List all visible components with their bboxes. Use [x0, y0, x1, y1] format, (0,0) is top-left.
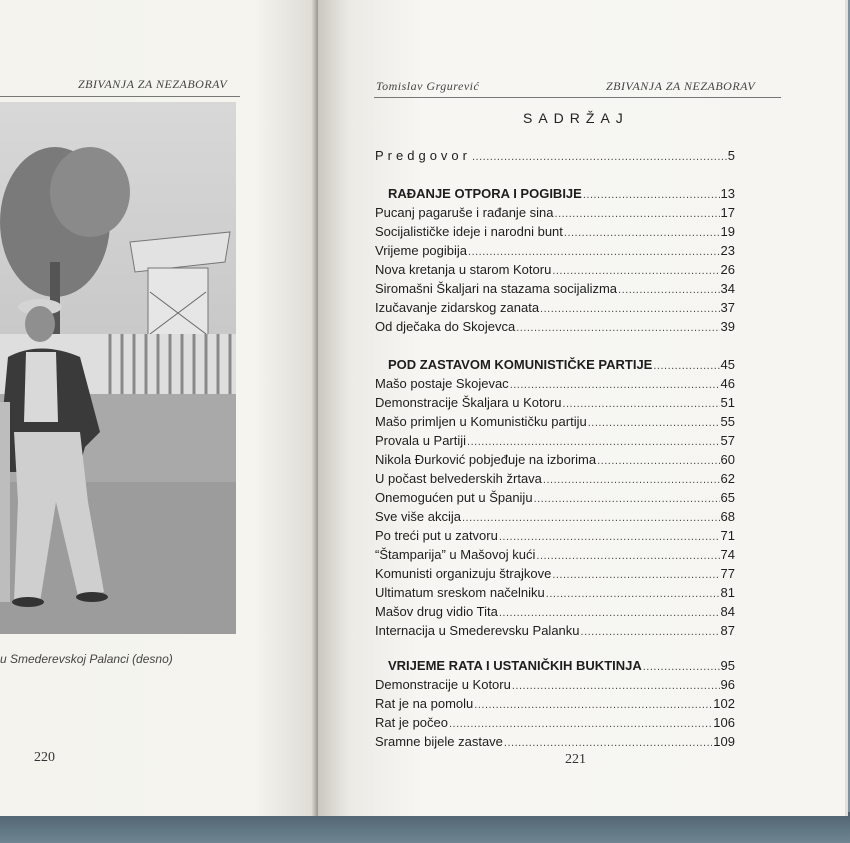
toc-entry-title: Sve više akcija	[375, 509, 461, 524]
toc-dot-leader	[510, 379, 720, 391]
toc-entry	[375, 205, 735, 223]
toc-entry	[375, 715, 735, 733]
toc-dot-leader	[583, 189, 720, 201]
toc-entry-page: 109	[713, 734, 735, 749]
toc-entry-page: 5	[727, 148, 735, 163]
toc-dot-leader	[499, 607, 720, 619]
photo-caption: u Smederevskoj Palanci (desno)	[0, 652, 173, 666]
toc-entry	[375, 677, 735, 695]
toc-entry-title: “Štamparija” u Mašovoj kući	[375, 547, 536, 562]
toc-entry-title: Rat je počeo	[375, 715, 448, 730]
toc-entry	[375, 148, 735, 166]
toc-entry-page: 17	[720, 205, 735, 220]
toc-dot-leader	[540, 303, 719, 315]
author-running-head: Tomislav Grgurević	[376, 79, 480, 93]
toc-section-entry	[375, 357, 735, 375]
toc-heading: SADRŽAJ	[523, 110, 629, 126]
right-running-head: ZBIVANJA ZA NEZABORAV	[606, 79, 756, 93]
toc-entry-title: Po treći put u zatvoru	[375, 528, 498, 543]
toc-entry-page: 62	[720, 471, 735, 486]
toc-entry-title: Demonstracije u Kotoru	[375, 677, 511, 692]
toc-entry	[375, 395, 735, 413]
toc-entry-page: 71	[720, 528, 735, 543]
toc-entry-page: 26	[720, 262, 735, 277]
toc-dot-leader	[555, 208, 720, 220]
toc-entry	[375, 509, 735, 527]
toc-entry-title: Rat je na pomolu	[375, 696, 474, 711]
toc-entry-page: 77	[720, 566, 735, 581]
toc-entry-title: Nikola Đurković pobjeđuje na izborima	[375, 452, 597, 467]
toc-entry	[375, 623, 735, 641]
toc-entry-title: Sramne bijele zastave	[375, 734, 503, 749]
toc-entry-page: 81	[720, 585, 735, 600]
toc-dot-leader	[534, 493, 720, 505]
toc-entry-title: Internacija u Smederevsku Palanku	[375, 623, 580, 638]
toc-entry-title: POD ZASTAVOM KOMUNISTIČKE PARTIJE	[388, 357, 653, 372]
toc-section-entry	[375, 186, 735, 204]
toc-dot-leader	[564, 227, 720, 239]
toc-entry-page: 13	[720, 186, 735, 201]
toc-entry	[375, 604, 735, 622]
toc-entry-page: 65	[720, 490, 735, 505]
toc-entry-page: 55	[720, 414, 735, 429]
toc-entry	[375, 528, 735, 546]
toc-section-entry	[375, 658, 735, 676]
toc-dot-leader	[562, 398, 719, 410]
toc-entry	[375, 376, 735, 394]
toc-entry	[375, 224, 735, 242]
toc-dot-leader	[546, 588, 720, 600]
toc-entry-title: Onemogućen put u Španiju	[375, 490, 533, 505]
toc-entry-title: Predgovor	[375, 148, 471, 163]
toc-dot-leader	[543, 474, 720, 486]
toc-entry-page: 37	[720, 300, 735, 315]
left-page-number: 220	[34, 750, 55, 765]
toc-entry-title: U počast belvederskih žrtava	[375, 471, 542, 486]
table-surface	[0, 812, 850, 843]
toc-entry-title: RAĐANJE OTPORA I POGIBIJE	[388, 186, 582, 201]
left-page	[0, 0, 318, 816]
toc-entry-title: Mašo postaje Skojevac	[375, 376, 509, 391]
toc-entry-page: 60	[720, 452, 735, 467]
toc-entry-title: VRIJEME RATA I USTANIČKIH BUKTINJA	[388, 658, 642, 673]
toc-dot-leader	[552, 265, 719, 277]
toc-dot-leader	[588, 417, 720, 429]
toc-dot-leader	[653, 360, 719, 372]
toc-entry-page: 95	[720, 658, 735, 673]
toc-entry	[375, 452, 735, 470]
toc-entry-title: Socijalističke ideje i narodni bunt	[375, 224, 563, 239]
toc-dot-leader	[462, 512, 720, 524]
toc-entry-page: 51	[720, 395, 735, 410]
toc-dot-leader	[499, 531, 720, 543]
toc-dot-leader	[597, 455, 719, 467]
toc-entry-title: Mašov drug vidio Tita	[375, 604, 498, 619]
toc-entry-page: 46	[720, 376, 735, 391]
toc-entry-page: 102	[713, 696, 735, 711]
toc-entry-title: Vrijeme pogibija	[375, 243, 468, 258]
toc-dot-leader	[618, 284, 720, 296]
toc-entry	[375, 734, 735, 752]
toc-entry-page: 96	[720, 677, 735, 692]
toc-entry	[375, 471, 735, 489]
toc-entry-page: 23	[720, 243, 735, 258]
archival-photo	[0, 102, 236, 634]
toc-entry-page: 68	[720, 509, 735, 524]
toc-dot-leader	[512, 680, 720, 692]
toc-entry-title: Mašo primljen u Komunističku partiju	[375, 414, 587, 429]
toc-entry	[375, 243, 735, 261]
toc-entry-page: 87	[720, 623, 735, 638]
toc-entry	[375, 433, 735, 451]
toc-entry	[375, 262, 735, 280]
toc-dot-leader	[643, 661, 720, 673]
toc-entry-title: Siromašni Škaljari na stazama socijalizma	[375, 281, 618, 296]
toc-entry	[375, 547, 735, 565]
toc-entry	[375, 414, 735, 432]
toc-entry-title: Provala u Partiji	[375, 433, 467, 448]
toc-entry-title: Izučavanje zidarskog zanata	[375, 300, 540, 315]
toc-entry-title: Demonstracije Škaljara u Kotoru	[375, 395, 562, 410]
toc-entry-page: 19	[720, 224, 735, 239]
left-header-rule	[0, 96, 240, 97]
toc-dot-leader	[449, 718, 712, 730]
toc-dot-leader	[581, 626, 720, 638]
toc-entry-page: 74	[720, 547, 735, 562]
toc-entry	[375, 696, 735, 714]
toc-entry-title: Od dječaka do Skojevca	[375, 319, 516, 334]
toc-dot-leader	[468, 246, 720, 258]
toc-entry-title: Ultimatum sreskom načelniku	[375, 585, 545, 600]
right-header-rule	[374, 97, 781, 98]
toc-entry	[375, 585, 735, 603]
toc-entry-title: Komunisti organizuju štrajkove	[375, 566, 552, 581]
toc-dot-leader	[472, 151, 727, 163]
toc-entry-page: 34	[720, 281, 735, 296]
toc-dot-leader	[516, 322, 719, 334]
toc-entry	[375, 566, 735, 584]
toc-entry-page: 45	[720, 357, 735, 372]
toc-dot-leader	[467, 436, 719, 448]
toc-dot-leader	[552, 569, 719, 581]
toc-entry-title: Pucanj pagaruše i rađanje sina	[375, 205, 554, 220]
toc-entry	[375, 490, 735, 508]
toc-dot-leader	[474, 699, 712, 711]
toc-entry-page: 106	[713, 715, 735, 730]
right-page-number: 221	[565, 752, 586, 767]
toc-entry-page: 84	[720, 604, 735, 619]
toc-entry	[375, 281, 735, 299]
left-running-head: ZBIVANJA ZA NEZABORAV	[78, 77, 228, 91]
toc-dot-leader	[536, 550, 719, 562]
toc-dot-leader	[504, 737, 712, 749]
photo-illustration	[0, 102, 236, 634]
toc-entry-page: 39	[720, 319, 735, 334]
toc-entry-title: Nova kretanja u starom Kotoru	[375, 262, 552, 277]
toc-entry	[375, 319, 735, 337]
toc-entry-page: 57	[720, 433, 735, 448]
toc-entry	[375, 300, 735, 318]
